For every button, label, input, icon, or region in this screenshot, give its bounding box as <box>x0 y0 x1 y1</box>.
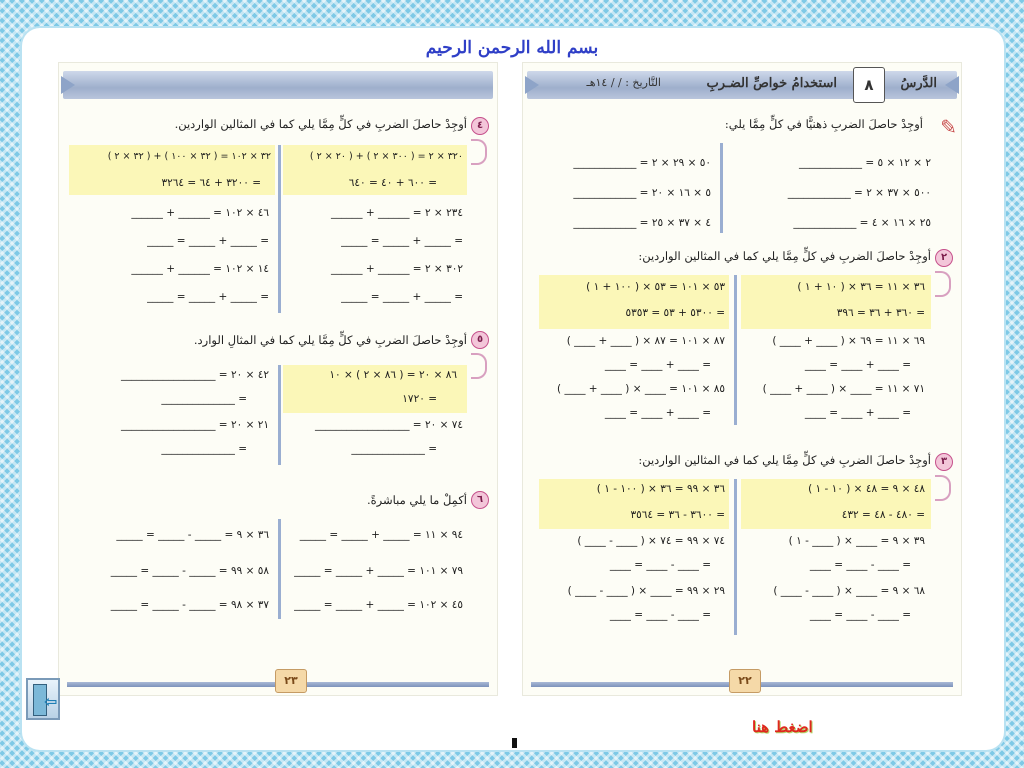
q3-row: ٢٩ × ٩٩ = ____ × ( ____ - ____ ) <box>567 585 725 597</box>
q4-row: = _____ + _____ = _____ <box>341 235 463 247</box>
q6-row: ٤٥ × ١٠٢ = _____ + _____ = _____ <box>294 599 463 611</box>
q4-row: = _____ + _____ = _____ <box>147 235 269 247</box>
q4-row: = _____ + _____ = _____ <box>147 291 269 303</box>
q2-row: ٧١ × ١١ = ____ × ( ____ + ____ ) <box>762 383 925 395</box>
exit-door-icon[interactable] <box>26 678 60 720</box>
q6-row: ٥٨ × ٩٩ = _____ - _____ = _____ <box>110 565 269 577</box>
left-header-bar <box>63 71 493 99</box>
q3-example-row: ٤٨ × ٩ = ٤٨ × ( ١٠ - ١ ) <box>808 483 925 495</box>
q2-example-row: ٥٣ × ١٠١ = ٥٣ × ( ١٠٠ + ١ ) <box>586 281 725 293</box>
q4-row: ٢٣٤ × ٢ = ______ + ______ <box>331 207 463 219</box>
q4-example-row: ٣٢ × ١٠٢ = ( ٣٢ × ١٠٠ ) + ( ٣٢ × ٢ ) <box>107 151 271 162</box>
q2-example-row: ٣٦ × ١١ = ٣٦ × ( ١٠ + ١ ) <box>797 281 925 293</box>
q4-row: = _____ + _____ = _____ <box>341 291 463 303</box>
q3-row: ٣٩ × ٩ = ____ × ( ____ - ١ ) <box>788 535 925 547</box>
q5-row: = ______________ <box>351 443 437 455</box>
q4-row: ٤٦ × ١٠٢ = ______ + ______ <box>131 207 269 219</box>
q5-row: = ______________ <box>161 393 247 405</box>
q1-row: ٢ × ١٢ × ٥ = ____________ <box>798 157 931 169</box>
q6-row: ٣٧ × ٩٨ = _____ - _____ = _____ <box>110 599 269 611</box>
q3-text: أوجِدْ حاصلَ الضربِ في كلٍّ مِمَّا يلي كما في المثالين الواردين: <box>638 453 931 467</box>
q3-row: = ____ - ____ = ____ <box>809 609 911 621</box>
q4-example-row: ٣٢٠ × ٢ = ( ٣٠٠ × ٢ ) + ( ٢٠ × ٢ ) <box>309 151 463 162</box>
q4-text: أوجِدْ حاصلَ الضربِ في كلٍّ مِمَّا يلي كما في المثالين الواردين. <box>174 117 467 131</box>
q5-row: ٤٢ × ٢٠ = __________________ <box>120 369 269 381</box>
q1-row: ٢٥ × ١٦ × ٤ = ____________ <box>793 217 931 229</box>
q6-row: ٧٩ × ١٠١ = _____ + _____ = _____ <box>294 565 463 577</box>
q3-row: = ____ - ____ = ____ <box>609 559 711 571</box>
q3-example-row: ٣٦ × ٩٩ = ٣٦ × ( ١٠٠ - ١ ) <box>596 483 725 495</box>
q4-row: ١٤ × ١٠٢ = ______ + ______ <box>131 263 269 275</box>
q2-row: ٨٥ × ١٠١ = ____ × ( ____ + ____ ) <box>557 383 725 395</box>
q5-divider <box>278 365 281 465</box>
q2-row: = ____ + ____ = ____ <box>804 359 911 371</box>
q5-row: = ______________ <box>161 443 247 455</box>
q4-example-row: = ٣٢٠٠ + ٦٤ = ٣٢٦٤ <box>161 177 261 189</box>
q3-example-row: = ٣٦٠٠ - ٣٦ = ٣٥٦٤ <box>630 509 725 521</box>
header-arrow-left <box>61 76 75 94</box>
q2-row: = ____ + ____ = ____ <box>604 359 711 371</box>
pencil-star-icon: ✎ <box>940 115 957 139</box>
q4-hook <box>471 139 487 165</box>
q5-hook <box>471 353 487 379</box>
q1-row: ٥ × ١٦ × ٢٠ = ____________ <box>573 187 711 199</box>
q2-row: ٨٧ × ١٠١ = ٨٧ × ( ____ + ____ ) <box>566 335 725 347</box>
q5-row: ٧٤ × ٢٠ = __________________ <box>314 419 463 431</box>
q1-row: ٥٠ × ٢٩ × ٢ = ____________ <box>573 157 711 169</box>
q3-row: ٦٨ × ٩ = ____ × ( ____ - ____ ) <box>773 585 925 597</box>
q5-example-row: ٨٦ × ٢٠ = ( ٨٦ × ٢ ) × ١٠ <box>329 369 457 381</box>
q2-example-row: = ٥٣٠٠ + ٥٣ = ٥٣٥٣ <box>625 307 725 319</box>
q6-number: ٦ <box>471 491 489 509</box>
q3-row: = ____ - ____ = ____ <box>609 609 711 621</box>
q5-example-row: = ١٧٢٠ <box>402 393 437 405</box>
q1-row: ٤ × ٣٧ × ٢٥ = ____________ <box>573 217 711 229</box>
right-page <box>522 62 962 696</box>
page-number-icon: ٢٢ <box>729 669 761 693</box>
q6-divider <box>278 519 281 619</box>
q2-number: ٢ <box>935 249 953 267</box>
q3-row: ٧٤ × ٩٩ = ٧٤ × ( ____ - ____ ) <box>577 535 725 547</box>
q5-text: أوجِدْ حاصلَ الضربِ في كلٍّ مِمَّا يلي كما في المثالِ الوارد. <box>193 333 467 347</box>
lesson-label: الدَّرسُ <box>900 76 937 91</box>
q6-row: ٣٦ × ٩ = _____ - _____ = _____ <box>116 529 269 541</box>
q4-row: ٣٠٢ × ٢ = ______ + ______ <box>331 263 463 275</box>
q2-text: أوجِدْ حاصلَ الضربِ في كلٍّ مِمَّا يلي كما في المثالين الواردين: <box>638 249 931 263</box>
q4-divider <box>278 145 281 313</box>
header-arrow-left <box>525 76 539 94</box>
q1-text: أوجِدْ حاصلَ الضربِ ذهنيًّا في كلٍّ مِمَّا يلي: <box>724 117 923 131</box>
q5-row: ٢١ × ٢٠ = __________________ <box>120 419 269 431</box>
q1-divider <box>720 143 723 233</box>
q3-example-row: = ٤٨٠ - ٤٨ = ٤٣٢ <box>841 509 925 521</box>
q2-row: = ____ + ____ = ____ <box>804 407 911 419</box>
q3-hook <box>935 475 951 501</box>
slide-marker <box>512 738 517 748</box>
page-number-icon: ٢٣ <box>275 669 307 693</box>
q5-number: ٥ <box>471 331 489 349</box>
q2-divider <box>734 275 737 425</box>
q6-text: أكمِلْ ما يلي مباشرةً. <box>366 493 467 507</box>
lesson-calendar-icon: ٨ <box>853 67 885 103</box>
q3-row: = ____ - ____ = ____ <box>809 559 911 571</box>
header-arrow-right <box>945 76 959 94</box>
q4-number: ٤ <box>471 117 489 135</box>
page-title: بسم الله الرحمن الرحيم <box>425 38 599 58</box>
q3-number: ٣ <box>935 453 953 471</box>
q6-row: ٩٤ × ١١ = _____ + _____ = _____ <box>299 529 463 541</box>
q4-example-row: = ٦٠٠ + ٤٠ = ٦٤٠ <box>348 177 437 189</box>
q1-row: ٥٠٠ × ٣٧ × ٢ = ____________ <box>787 187 931 199</box>
q2-row: ٦٩ × ١١ = ٦٩ × ( ____ + ____ ) <box>772 335 925 347</box>
q2-hook <box>935 271 951 297</box>
left-page <box>58 62 498 696</box>
exit-arrow-icon: ⇦ <box>44 692 58 711</box>
q2-example-row: = ٣٦٠ + ٣٦ = ٣٩٦ <box>836 307 925 319</box>
date-label: التَّاريخ : / / ١٤هـ <box>586 76 661 89</box>
press-here-link[interactable]: اضغط هنا <box>752 718 813 736</box>
q3-divider <box>734 479 737 635</box>
q2-row: = ____ + ____ = ____ <box>604 407 711 419</box>
lesson-title: استخدامُ خواصِّ الضـربِ <box>706 76 837 91</box>
